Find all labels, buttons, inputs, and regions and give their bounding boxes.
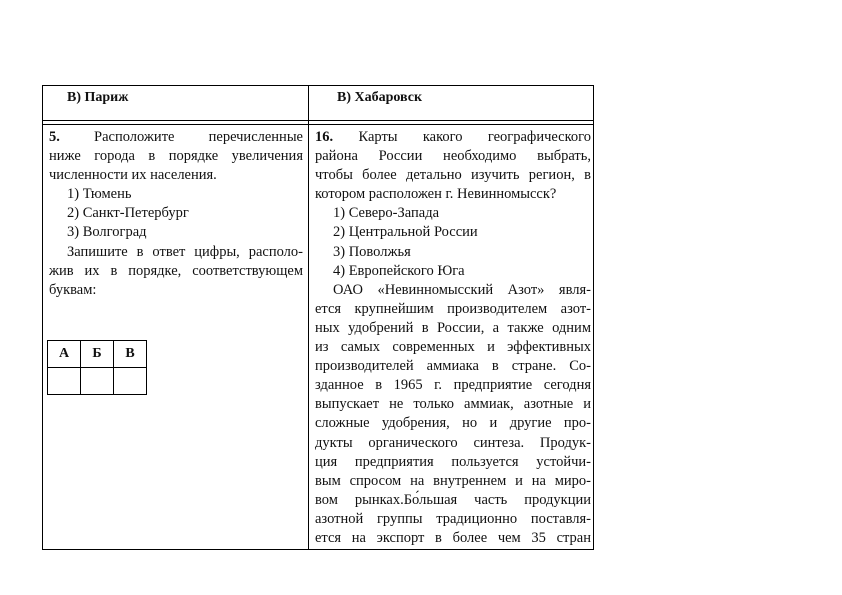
- answer-header-v: В: [114, 341, 147, 368]
- task-5-option: 3) Волгоград: [67, 224, 147, 241]
- task-16-option: 2) Центральной России: [333, 224, 478, 241]
- task-16-text-line: зданное в 1965 г. предприятие сегодня: [315, 377, 591, 394]
- task-16-text-line: ется крупнейшим производителем азот-: [315, 300, 591, 317]
- task-5: [49, 128, 303, 300]
- answer-header-a: А: [48, 341, 81, 368]
- task-16-text-line: из самых современных и эффективных: [315, 339, 591, 356]
- task-16-text-line: вом рынках.Бо́льшая часть продукции: [315, 491, 591, 508]
- row-divider: [43, 120, 593, 121]
- task-16-text-line: ОАО «Невинномысский Азот» явля-: [333, 281, 591, 298]
- answer-header-b: Б: [81, 341, 114, 368]
- task-5-instruction-line: буквам:: [49, 281, 97, 298]
- task-5-intro-line: 5. Расположите перечисленные: [49, 129, 303, 145]
- answer-cell[interactable]: [114, 368, 147, 395]
- task-16-text-line: вым спросом на внутреннем и на миро-: [315, 472, 591, 489]
- column-divider: [308, 86, 309, 549]
- task-16-option: 4) Европейского Юга: [333, 262, 465, 279]
- task-16-option: 3) Поволжья: [333, 243, 411, 260]
- task-16-question-line: района России необходимо выбрать,: [315, 148, 591, 165]
- task-16: [315, 128, 591, 548]
- task-5-number: 5.: [49, 129, 60, 145]
- task-5-instruction-line: жив их в порядке, соответствующем: [49, 262, 303, 279]
- task-5-instruction-line: Запишите в ответ цифры, располо-: [67, 243, 303, 260]
- row-divider-double: [43, 124, 593, 125]
- task-5-intro-line: ниже города в порядке увеличения: [49, 148, 303, 165]
- task-5-option: 2) Санкт-Петербург: [67, 205, 189, 222]
- task-16-text-line: ется на экспорт в более чем 35 стран: [315, 529, 591, 546]
- task-16-text-line: дукты органического синтеза. Продук-: [315, 434, 591, 451]
- task-16-text-line: выпускает не только аммиак, азотные и: [315, 396, 591, 413]
- task-16-text-line: производителей аммиака в стране. Со-: [315, 358, 591, 375]
- option-paris: В) Париж: [67, 90, 129, 105]
- task-16-option: 1) Северо-Запада: [333, 205, 440, 222]
- option-khabarovsk: В) Хабаровск: [337, 90, 423, 105]
- task-16-text-line: ция предприятия пользуется устойчи-: [315, 453, 591, 470]
- task-16-text-line: сложные удобрения, но и другие про-: [315, 415, 591, 432]
- answer-cell[interactable]: [48, 368, 81, 395]
- task-16-question-line: чтобы более детально изучить регион, в: [315, 167, 591, 184]
- task-16-number: 16.: [315, 129, 334, 145]
- worksheet-table: [42, 85, 594, 550]
- task-16-question-line: 16. Карты какого географического: [315, 129, 592, 145]
- task-16-text-line: азотной группы традиционно поставля-: [315, 510, 591, 527]
- task-16-question-line: котором расположен г. Невинномысск?: [315, 186, 557, 203]
- task-16-text-line: ных удобрений в России, а также одним: [315, 319, 591, 336]
- answer-cell[interactable]: [81, 368, 114, 395]
- answer-table: [47, 340, 147, 395]
- task-5-intro-line: численности их населения.: [49, 167, 217, 184]
- task-5-option: 1) Тюмень: [67, 186, 132, 203]
